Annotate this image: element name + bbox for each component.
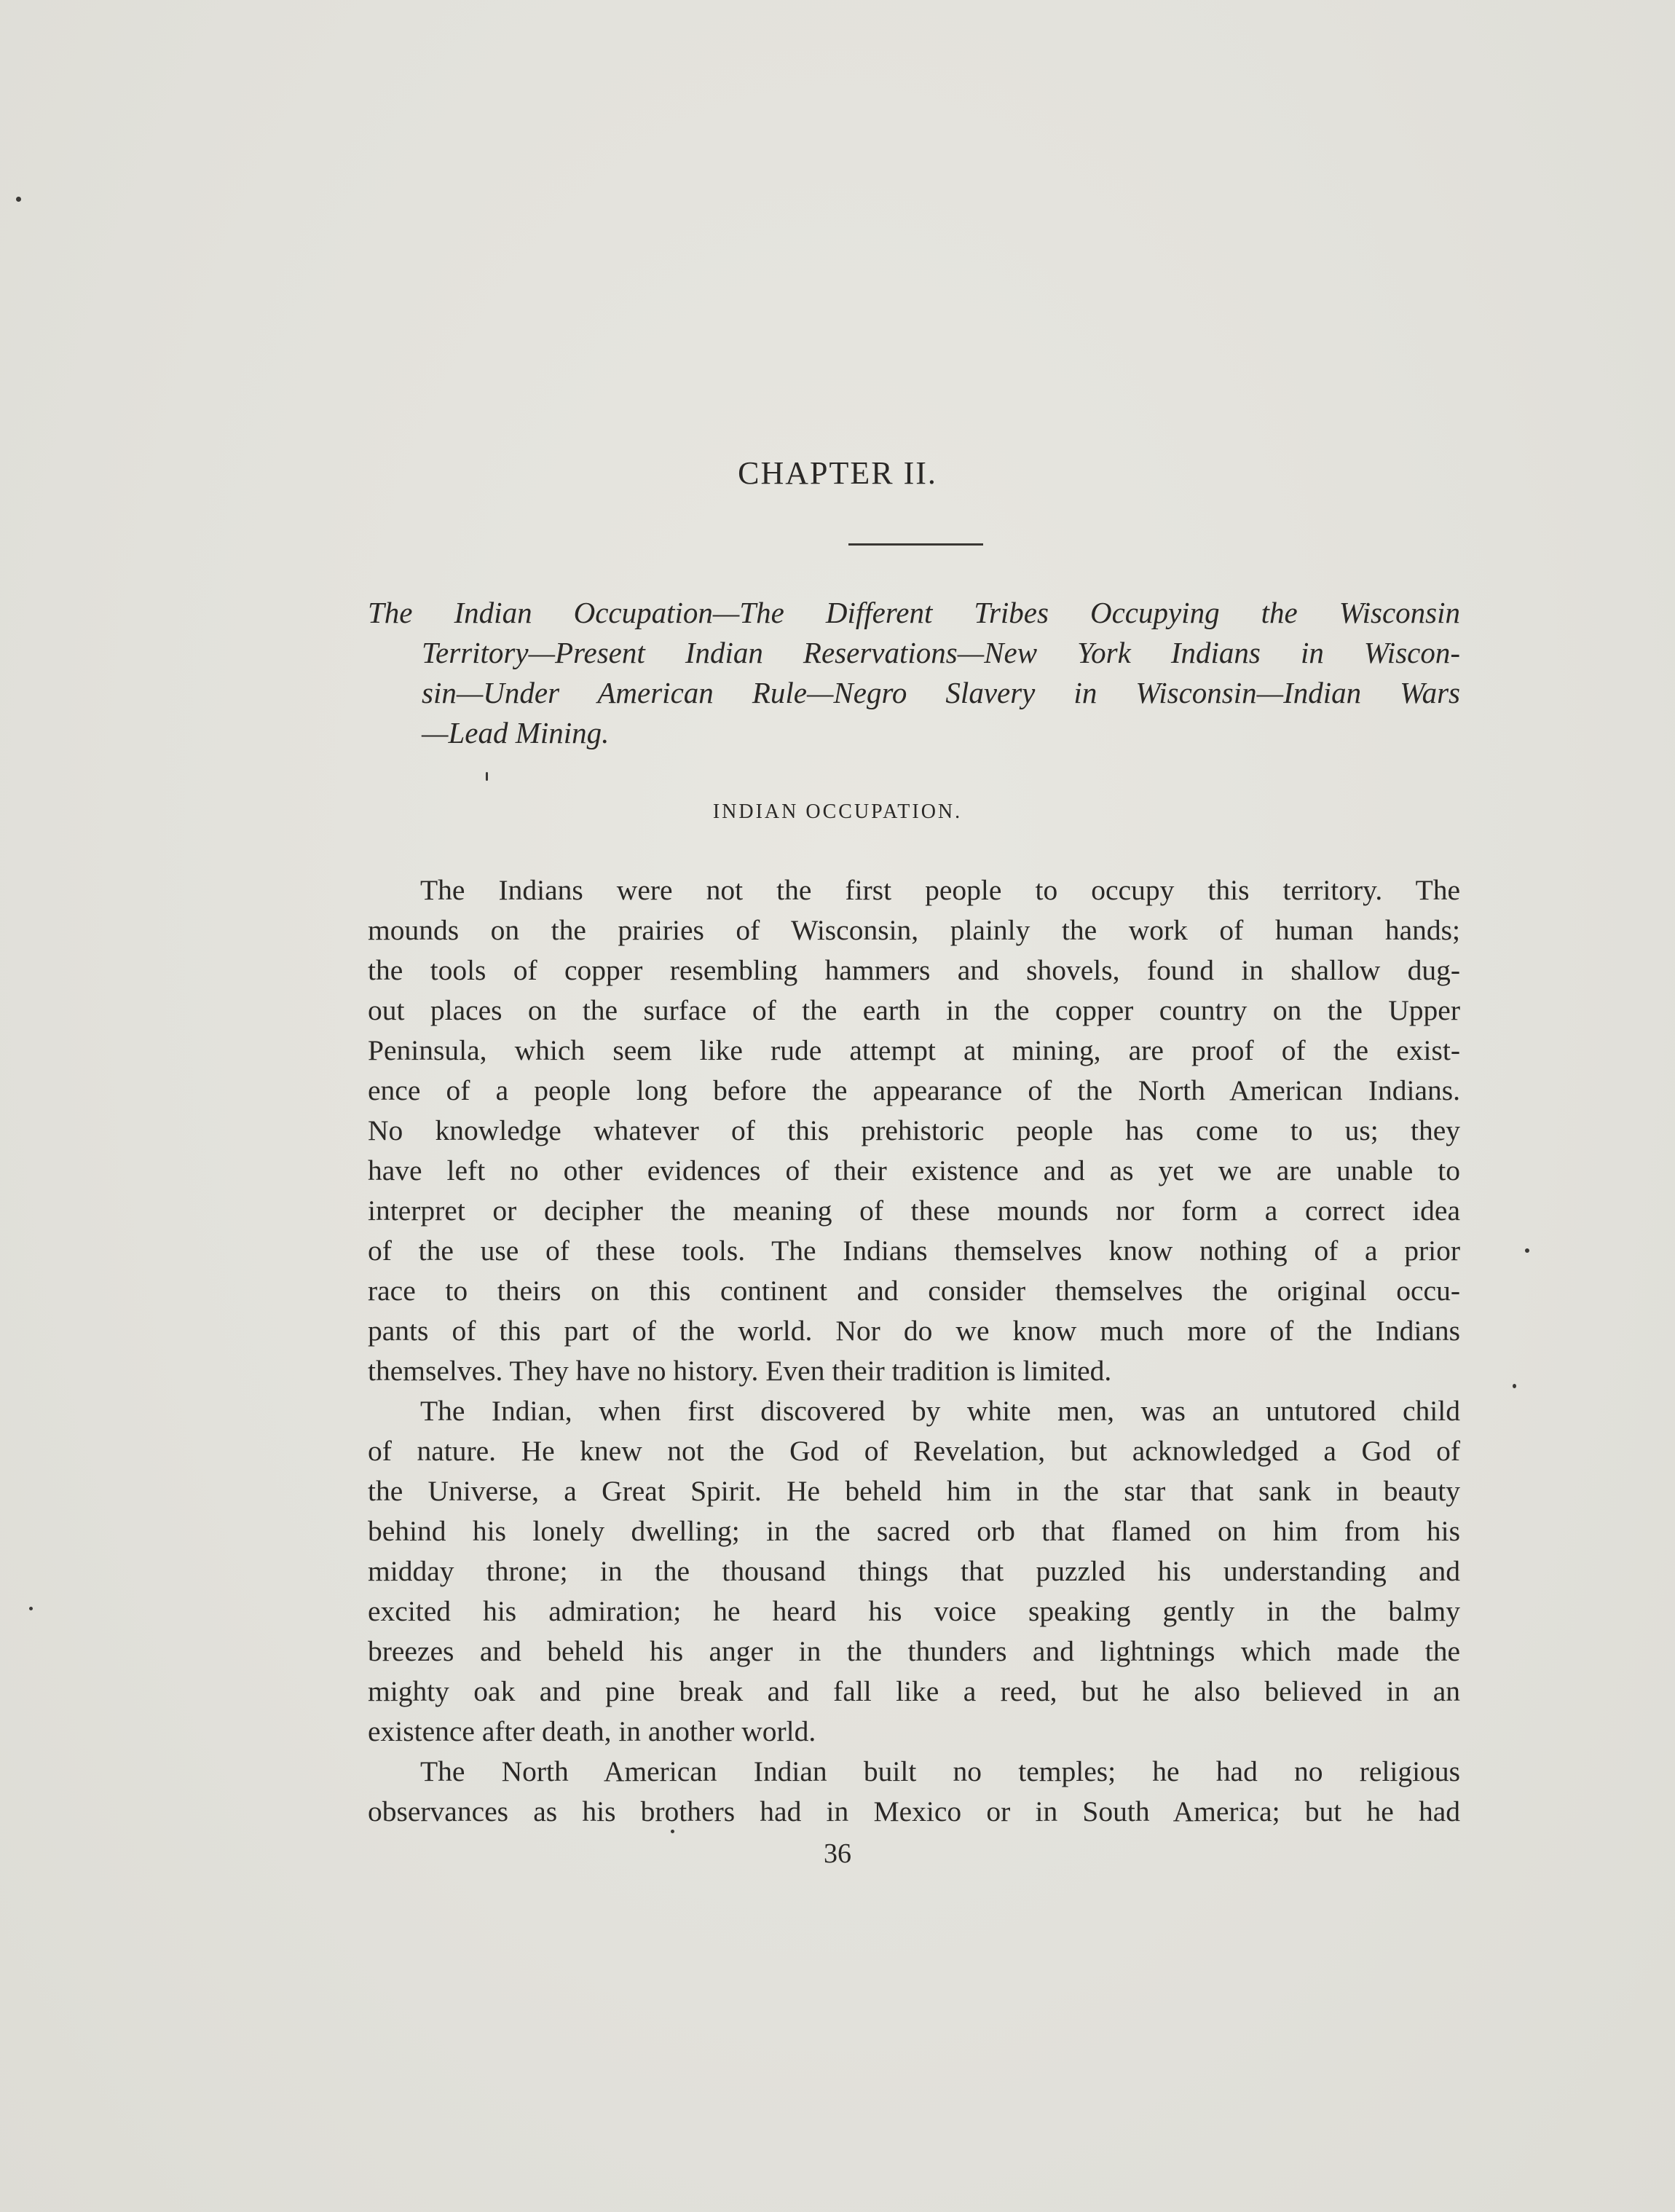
chapter-synopsis xyxy=(368,593,1460,753)
title-divider xyxy=(848,543,983,546)
paragraph-line: The North American Indian built no temples; he had no religious xyxy=(420,1755,1460,1787)
paragraph-line: The Indian, when first discovered by white men, was an untutored child xyxy=(420,1395,1460,1427)
section-heading: INDIAN OCCUPATION. xyxy=(712,800,963,823)
paragraph-line: pants of this part of the world. Nor do we know much more of the Indians xyxy=(368,1315,1460,1347)
paper-speck xyxy=(671,1830,674,1833)
paragraph-line: race to theirs on this continent and consider themselves the original occu- xyxy=(368,1275,1460,1307)
paragraph-line: of nature. He knew not the God of Revelation, but acknowledged a God of xyxy=(368,1435,1460,1467)
paper-speck xyxy=(29,1607,33,1610)
paragraph-line: of the use of these tools. The Indians themselves know nothing of a prior xyxy=(368,1235,1460,1267)
page-number: 36 xyxy=(824,1838,851,1869)
paragraph-line: ence of a people long before the appearance of the North American Indians. xyxy=(368,1074,1460,1106)
paragraph-line: breezes and beheld his anger in the thunders and lightnings which made the xyxy=(368,1635,1460,1667)
paragraph-line: behind his lonely dwelling; in the sacred orb that flamed on him from his xyxy=(368,1515,1460,1547)
chapter-title: CHAPTER II. xyxy=(738,455,937,491)
paragraph-line: mounds on the prairies of Wisconsin, plainly the work of human hands; xyxy=(368,914,1460,946)
paragraph-line: the Universe, a Great Spirit. He beheld him in the star that sank in beauty xyxy=(368,1475,1460,1507)
body-text xyxy=(368,870,1460,1832)
paragraph-line: excited his admiration; he heard his voice speaking gently in the balmy xyxy=(368,1595,1460,1627)
synopsis-line: sin—Under American Rule—Negro Slavery in Wisconsin—Indian Wars xyxy=(422,676,1460,709)
paper-speck xyxy=(486,772,488,781)
paragraph-line: the tools of copper resembling hammers and shovels, found in shallow dug- xyxy=(368,954,1460,986)
paragraph-line: Peninsula, which seem like rude attempt at mining, are proof of the exist- xyxy=(368,1034,1460,1066)
paragraph-line: existence after death, in another world. xyxy=(368,1715,816,1747)
synopsis-line: The Indian Occupation—The Different Tribes Occupying the Wisconsin xyxy=(368,596,1460,629)
paragraph-line: mighty oak and pine break and fall like a reed, but he also believed in an xyxy=(368,1675,1460,1707)
paragraph-line: have left no other evidences of their existence and as yet we are unable to xyxy=(368,1154,1460,1186)
paragraph-line: themselves. They have no history. Even their tradition is limited. xyxy=(368,1355,1112,1387)
paper-speck xyxy=(1513,1384,1516,1388)
synopsis-line: Territory—Present Indian Reservations—New York Indians in Wiscon- xyxy=(422,636,1460,669)
paragraph-line: observances as his brothers had in Mexico or in South America; but he had xyxy=(368,1795,1460,1827)
paper-speck xyxy=(16,197,21,202)
paragraph-line: No knowledge whatever of this prehistoric people has come to us; they xyxy=(368,1114,1460,1146)
paragraph-line: midday throne; in the thousand things that puzzled his understanding and xyxy=(368,1555,1460,1587)
paragraph-line: out places on the surface of the earth in the copper country on the Upper xyxy=(368,994,1460,1026)
synopsis-line: —Lead Mining. xyxy=(422,716,610,749)
paper-speck xyxy=(1525,1248,1529,1253)
paragraph-line: interpret or decipher the meaning of these mounds nor form a correct idea xyxy=(368,1194,1460,1227)
paragraph-line: The Indians were not the first people to occupy this territory. The xyxy=(420,874,1460,906)
